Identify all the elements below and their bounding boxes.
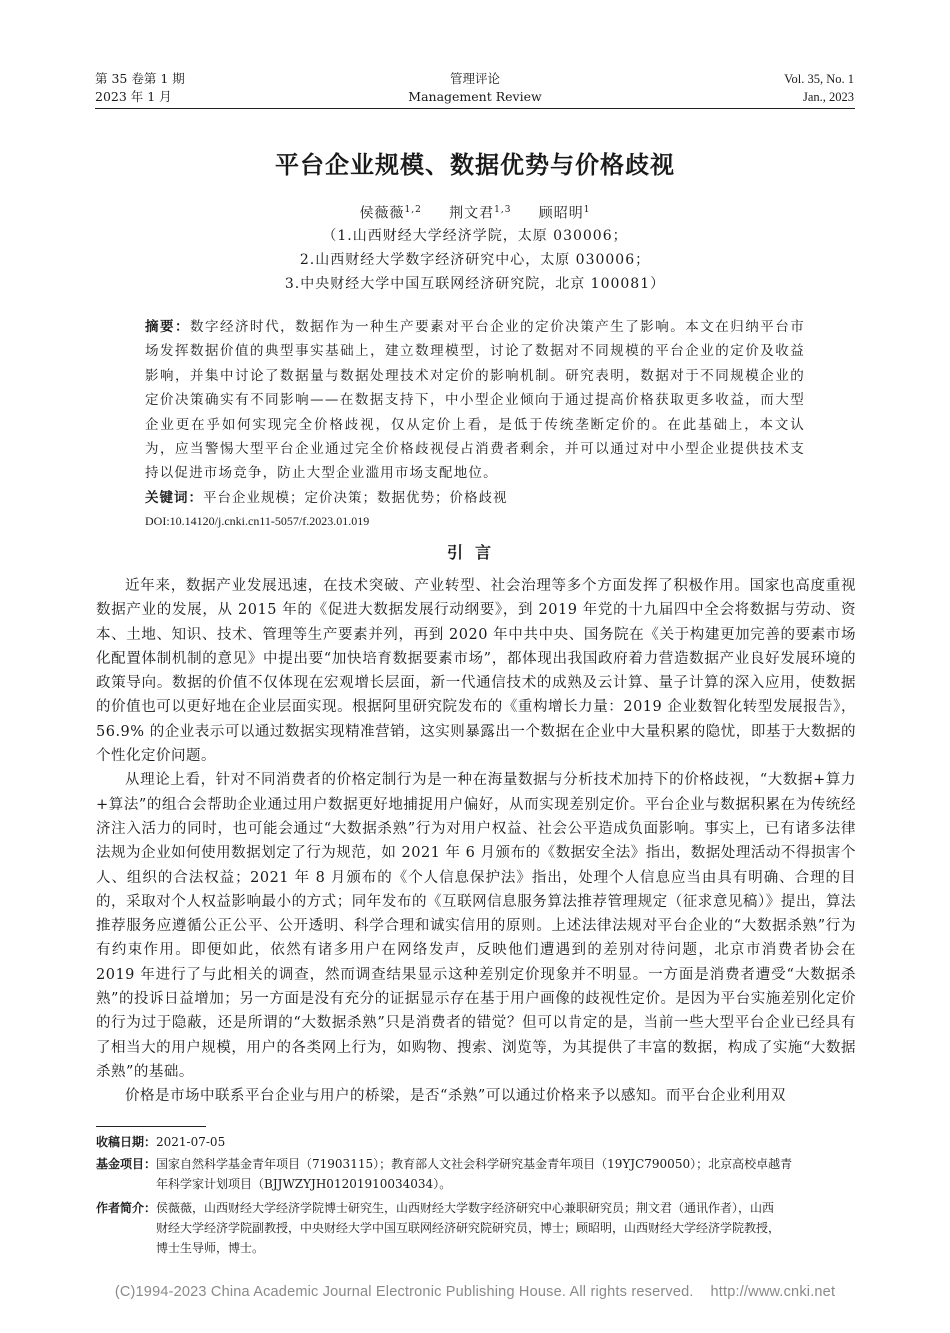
affiliation-line: （1.山西财经大学经济学院，太原 030006； — [322, 228, 628, 244]
paragraph: 近年来，数据产业发展迅速，在技术突破、产业转型、社会治理等多个方面发挥了积极作用。国家也高度重视数据产业的发展，从 2015 年的《促进大数据发展行动纲要》，到 2019 年党的十九届四中全会将数据与劳动、资本、土地、知识、技术、管理等生产要素并列，再到 2020 年中共中央、国务院在《关于构建更加完善的要素市场化配置体制机制的意见》中提出要“加快培育数据要素市场”，都体现出我国政府着力营造数据产业良好发展环境的政策导向。数据的价值不仅体现在宏观增长层面，新一代通信技术的成熟及云计算、量子计算的深入应用，使数据的价值也可以更好地在企业层面实现。根据阿里研究院发布的《重构增长力量：2019 企业数智化转型发展报告》，56.9% 的企业表示可以通过数据实现精准营销，这实则暴露出一个数据在企业中大量积累的隐忧，即基于大数据的个性化定价问题。 — [96, 578, 856, 765]
bio-text: 侯薇薇，山西财经大学经济学院博士研究生，山西财经大学数字经济研究中心兼职研究员；荆文君（通讯作者），山西 — [156, 1201, 775, 1215]
volume-en-text: Vol. 35, No. 1 — [784, 72, 854, 86]
date-en-text: Jan., 2023 — [802, 90, 854, 104]
author-affil-sup: 1,2 — [404, 205, 422, 215]
keywords-text: 平台企业规模；定价决策；数据优势；价格歧视 — [203, 490, 508, 506]
body-text — [96, 574, 856, 1109]
doi[interactable]: DOI:10.14120/j.cnki.cn11-5057/f.2023.01.019 — [145, 514, 370, 528]
bio-text-cont: 财经大学经济学院副教授，中央财经大学中国互联网经济研究院研究员，博士；顾昭明，山西财经大学经济学院教授， — [156, 1221, 781, 1235]
keywords — [145, 487, 805, 509]
footnote-received — [96, 1132, 856, 1152]
fund-text-cont: 年科学家计划项目（BJJWZYJH01201910034034）。 — [156, 1177, 452, 1191]
fund-label: 基金项目： — [96, 1157, 157, 1171]
abstract — [145, 315, 805, 486]
journal-volume-en — [784, 70, 854, 106]
paper-title: 平台企业规模、数据优势与价格歧视 — [275, 150, 675, 179]
paragraph: 从理论上看，针对不同消费者的价格定制行为是一种在海量数据与分析技术加持下的价格歧视，“大数据+算力+算法”的组合会帮助企业通过用户数据更好地捕捉用户偏好，从而实现差别定价。平台企业与数据积累在为传统经济注入活力的同时，也可能会通过“大数据杀熟”行为对用户权益、社会公平造成负面影响。事实上，已有诸多法律法规为企业如何使用数据划定了行为规范，如 2021 年 6 月颁布的《数据安全法》指出，数据处理活动不得损害个人、组织的合法权益；2021 年 8 月颁布的《个人信息保护法》指出，处理个人信息应当由具有明确、合理的目的，采取对个人权益影响最小的方式；同年发布的《互联网信息服务算法推荐管理规定（征求意见稿）》提出，算法推荐服务应遵循公正公平、公开透明、科学合理和诚实信用的原则。上述法律法规对平台企业的“大数据杀熟”行为有约束作用。即便如此，依然有诸多用户在网络发声，反映他们遭遇到的差别对待问题，北京市消费者协会在 2019 年进行了与此相关的调查，然而调查结果显示这种差别定价现象并不明显。一方面是消费者遭受“大数据杀熟”的投诉日益增加；另一方面是没有充分的证据显示存在基于用户画像的歧视性定价。是因为平台实施差别化定价的行为过于隐蔽，还是所谓的“大数据杀熟”只是消费者的错觉？但可以肯定的是，当前一些大型平台企业已经具有了相当大的用户规模，用户的各类网上行为，如购物、搜索、浏览等，为其提供了丰富的数据，构成了实施“大数据杀熟”的基础。 — [96, 772, 856, 1080]
author-list — [0, 200, 950, 224]
footnote-bio — [96, 1198, 856, 1258]
author-affil-sup: 1,3 — [494, 205, 512, 215]
footnote-fund — [96, 1154, 856, 1194]
received-label: 收稿日期： — [96, 1135, 157, 1149]
affiliation-line: 3.中央财经大学中国互联网经济研究院，北京 100081） — [284, 276, 666, 292]
volume-issue-text: 第 35 卷第 1 期 — [95, 71, 185, 86]
received-date: 2021-07-05 — [156, 1135, 226, 1149]
author-name: 荆文君 — [449, 205, 495, 222]
header-divider — [95, 108, 855, 109]
bio-label: 作者简介： — [96, 1201, 157, 1215]
footnote-divider — [96, 1126, 206, 1127]
paragraph: 价格是市场中联系平台企业与用户的桥梁，是否“杀熟”可以通过价格来予以感知。而平台企业利用双 — [125, 1088, 786, 1105]
issue-date-text: 2023 年 1 月 — [95, 89, 172, 104]
abstract-label: 摘要： — [145, 319, 191, 335]
bio-text-cont: 博士生导师，博士。 — [156, 1241, 265, 1255]
abstract-text: 数字经济时代，数据作为一种生产要素对平台企业的定价决策产生了影响。本文在归纳平台市场发挥数据价值的典型事实基础上，建立数理模型，讨论了数据对不同规模的平台企业的定价及收益影响，并集中讨论了数据量与数据处理技术对定价的影响机制。研究表明，数据对于不同规模企业的定价决策确实有不同影响——在数据支持下，中小型企业倾向于通过提高价格获取更多收益，而大型企业更在乎如何实现完全价格歧视，仅从定价上看，是低于传统垄断定价的。在此基础上，本文认为，应当警惕大型平台企业通过完全价格歧视侵占消费者剩余，并可以通过对中小型企业提供技术支持以促进市场竞争，防止大型企业滥用市场支配地位。 — [145, 319, 805, 482]
section-heading: 引言 — [446, 543, 503, 562]
author-name: 顾昭明 — [538, 205, 584, 222]
copyright-notice: (C)1994-2023 China Academic Journal Electronic Publishing House. All rights reserved. http://www.cnki.net — [114, 1284, 836, 1300]
journal-name-cn: 管理评论 — [449, 71, 500, 86]
journal-name-en: Management Review — [408, 89, 542, 104]
author-affil-sup: 1 — [583, 205, 591, 215]
author-name: 侯薇薇 — [359, 205, 405, 222]
fund-text: 国家自然科学基金青年项目（71903115）；教育部人文社会科学研究基金青年项目（19YJC790050）；北京高校卓越青 — [156, 1157, 793, 1171]
keywords-label: 关键词： — [145, 490, 203, 506]
affiliation-line: 2.山西财经大学数字经济研究中心，太原 030006； — [299, 252, 651, 268]
